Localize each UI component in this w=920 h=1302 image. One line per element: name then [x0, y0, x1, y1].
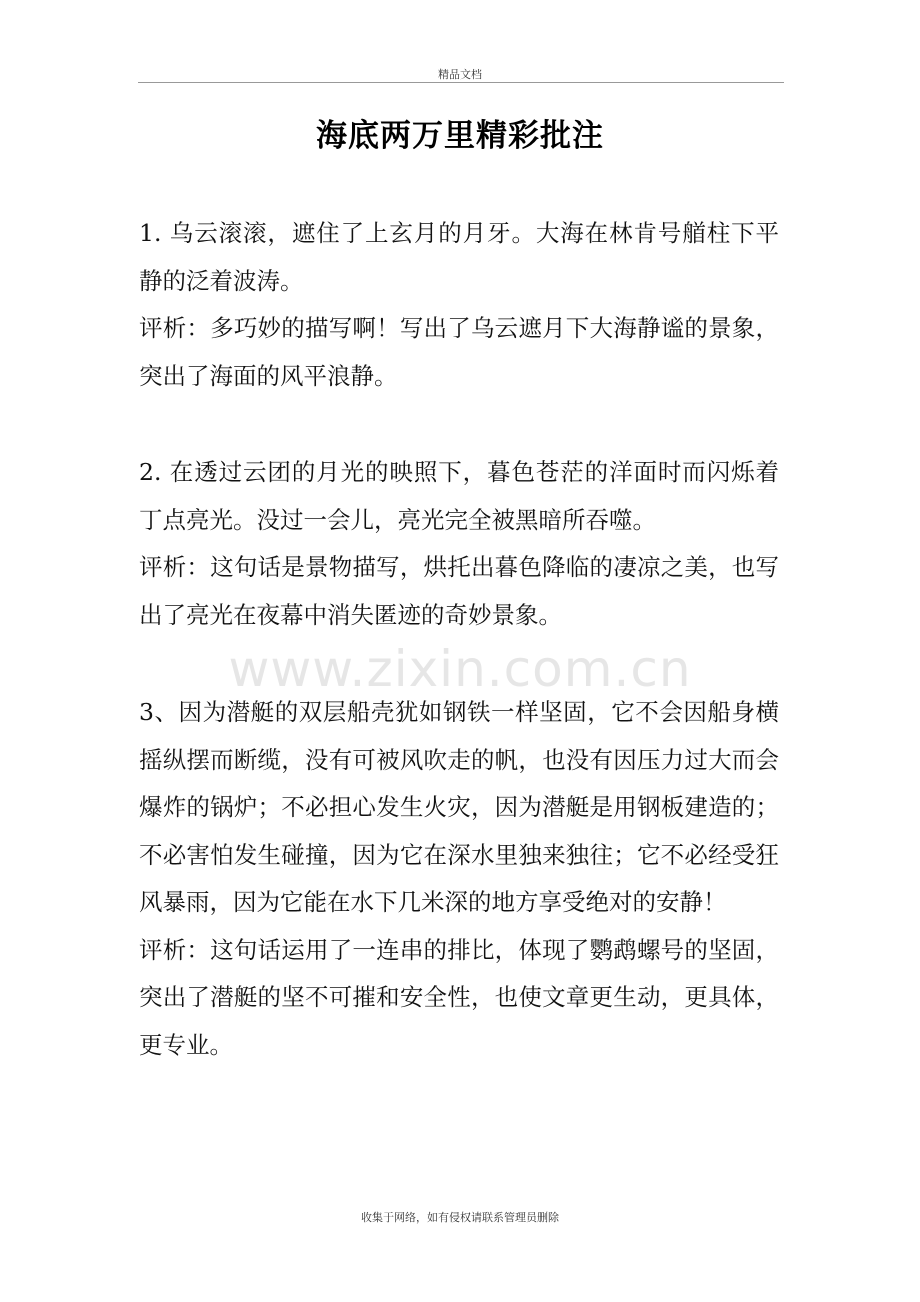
annotation-section-2 [139, 449, 779, 639]
analysis-paragraph: 评析：多巧妙的描写啊！写出了乌云遮月下大海静谧的景象，突出了海面的风平浪静。 [139, 314, 779, 390]
analysis-paragraph: 评析：这句话是景物描写，烘托出暮色降临的凄凉之美，也写出了亮光在夜幕中消失匿迹的奇妙景象。 [139, 553, 779, 629]
quote-paragraph: 1. 乌云滚滚，遮住了上玄月的月牙。大海在林肯号艏柱下平静的泛着波涛。 [139, 219, 779, 295]
annotation-section-3 [139, 689, 779, 1069]
watermark: www.zixin.com.cn [228, 640, 692, 698]
page-footer: 收集于网络，如有侵权请联系管理员删除 [361, 1211, 559, 1224]
page-header: 精品文档 [438, 68, 482, 81]
quote-paragraph: 2. 在透过云团的月光的映照下，暮色苍茫的洋面时而闪烁着丁点亮光。没过一会儿，亮光完全被黑暗所吞噬。 [139, 458, 779, 534]
annotation-section-1 [139, 210, 779, 400]
analysis-paragraph: 评析：这句话运用了一连串的排比，体现了鹦鹉螺号的坚固，突出了潜艇的坚不可摧和安全性，也使文章更生动，更具体，更专业。 [139, 935, 779, 1059]
document-title: 海底两万里精彩批注 [316, 118, 604, 154]
quote-paragraph: 3、因为潜艇的双层船壳犹如钢铁一样坚固，它不会因船身横摇纵摆而断缆，没有可被风吹走的帆，也没有因压力过大而会爆炸的锅炉；不必担心发生火灾，因为潜艇是用钢板建造的；不必害怕发生碰撞，因为它在深水里独来独往；它不必经受狂风暴雨，因为它能在水下几米深的地方享受绝对的安静！ [139, 698, 779, 916]
header-divider [138, 82, 784, 83]
